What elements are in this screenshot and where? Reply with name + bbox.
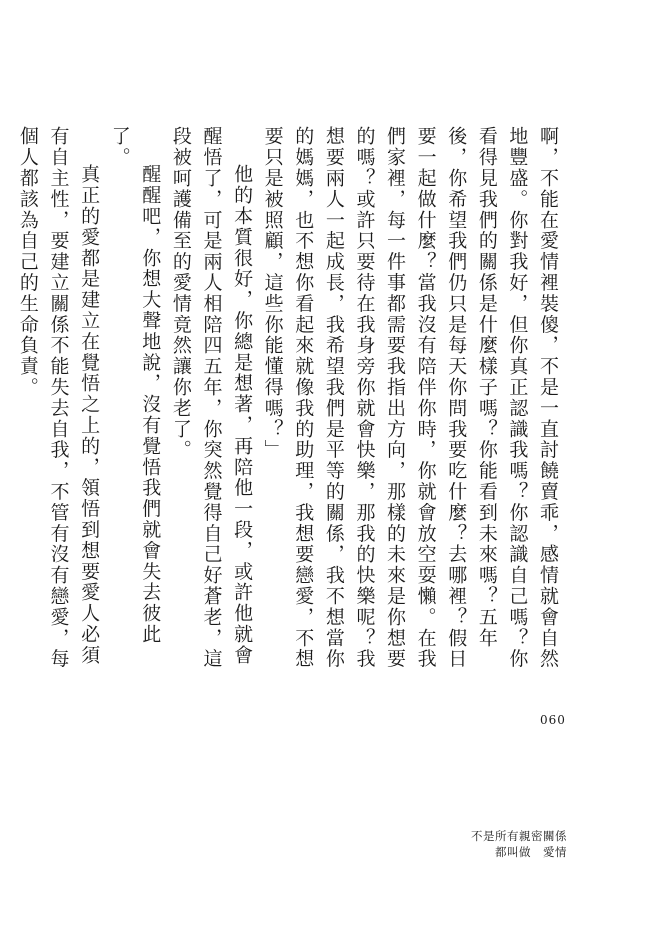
paragraph-2: 他的本質很好，你總是想著，再陪他一段，或許他就會醒悟了，可是兩人相陪四五年，你突然覺得自己好蒼老，這段被呵護備至的愛情竟然讓你老了。 — [169, 126, 254, 670]
page-number: 060 — [540, 713, 566, 727]
paragraph-1: 啊，不能在愛情裡裝傻，不是一直討饒賣乖，感情就會自然地豐盛。你對我好，但你真正認識我嗎？你認識自己嗎？你看得見我們的關係是什麼樣子嗎？你能看到未來嗎？五年後，你希望我們仍只是每天你問我要吃什麼？去哪裡？假日要一起做什麼？當我沒有陪伴你時，你就會放空耍懶。在我們家裡，每一件事都需要我指出方向，那樣的未來是你想要的嗎？或許只要待在我身旁你就會快樂，那我的快樂呢？我想要兩人一起成長，我希望我們是平等的關係，我不想當你的媽媽，也不想你看起來就像我的助理，我想要戀愛，不想要只是被照顧，這些你能懂得嗎？」 — [261, 126, 559, 670]
paragraph-3: 醒醒吧，你想大聲地說，沒有覺悟我們就會失去彼此了。 — [108, 126, 162, 645]
book-title-line-1: 不是所有親密關係 — [471, 829, 567, 843]
book-title-line-2: 都叫做 愛情 — [495, 845, 567, 859]
paragraph-4: 真正的愛都是建立在覺悟之上的，領悟到想要愛人必須有自主性，要建立關係不能失去自我，不管有沒有戀愛，每個人都該為自己的生命負責。 — [16, 126, 101, 670]
body-text — [12, 126, 563, 686]
running-footer — [471, 828, 567, 860]
